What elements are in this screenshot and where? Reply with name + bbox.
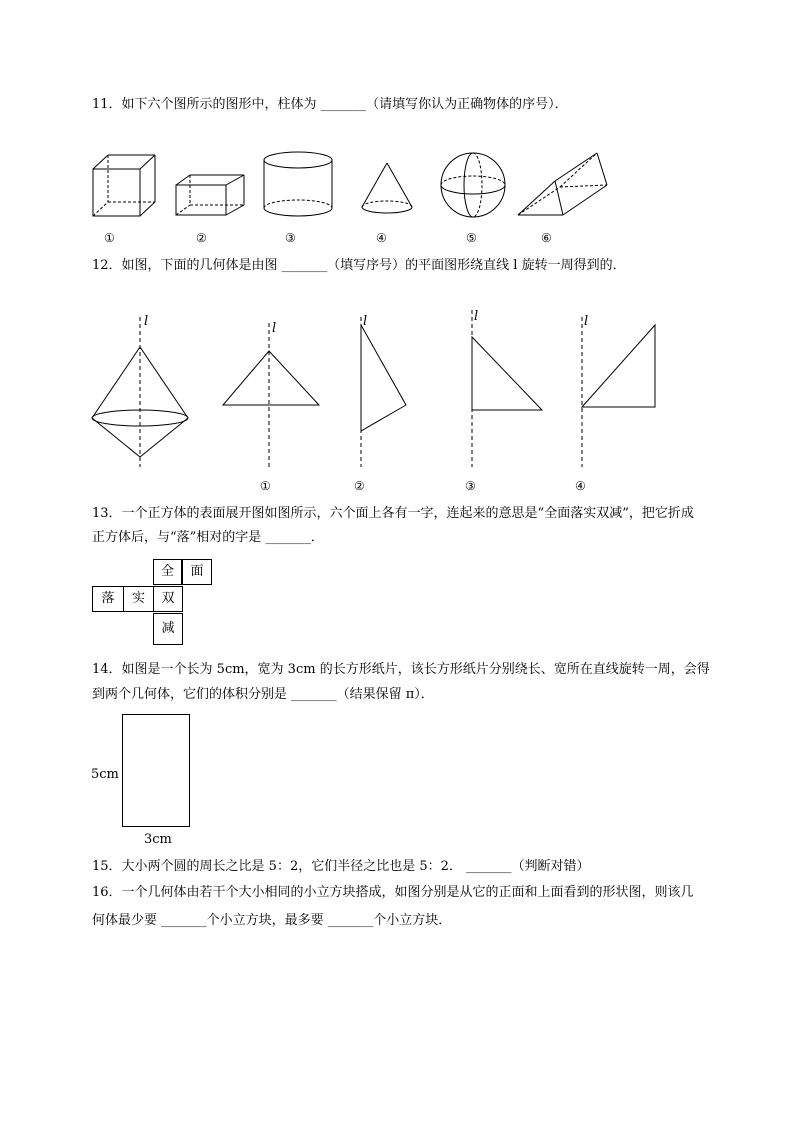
question-14-line-1: 14．如图是一个长为 5cm，宽为 3cm 的长方形纸片，该长方形纸片分别绕长、宽所在直线旋转一周，会得 [92,662,710,677]
question-11-text: 11．如下六个图所示的图形中，柱体为 _______（请填写你认为正确物体的序号）． [92,97,568,112]
axis-label-solid: l [144,314,149,329]
option-label-2: ② [354,479,365,493]
double-cone-solid [92,317,188,467]
question-14-line-2: 到两个几何体，它们的体积分别是 _______（结果保留 π）． [92,687,434,702]
figure-label-3: ③ [285,231,296,245]
rectangle-width-label: 3cm [144,832,172,847]
question-11-figures [80,145,620,250]
question-12-figures [80,305,680,470]
option-2-triangle [361,317,406,467]
cylinder-figure [264,152,332,216]
option-label-1: ① [260,479,271,493]
net-cell-shi: 实 [123,586,154,612]
figure-label-1: ① [104,231,115,245]
question-13-line-1: 13．一个正方体的表面展开图如图所示，六个面上各有一字，连起来的意思是“全面落实双减”，把它折成 [92,506,694,521]
sphere-figure [441,153,505,217]
option-label-3: ③ [465,479,476,493]
option-1-triangle [223,323,319,467]
cuboid-figure [176,175,244,215]
figure-label-2: ② [196,231,207,245]
net-cell-luo: 落 [92,586,124,612]
figure-label-6: ⑥ [541,231,552,245]
cube-figure [93,155,155,216]
triangular-prism-figure [518,153,607,215]
net-cell-quan: 全 [153,559,182,585]
question-16-line-2: 何体最少要 _______个小立方块，最多要 _______个小立方块． [92,913,452,928]
figure-label-4: ④ [376,231,387,245]
axis-label-option-1: l [272,321,277,336]
option-4-triangle [582,317,655,467]
net-cell-jian: 减 [153,613,183,645]
option-3-triangle [472,310,542,467]
option-label-4: ④ [575,479,586,493]
net-cell-mian: 面 [182,559,212,585]
question-16-line-1: 16．一个几何体由若干个大小相同的小立方块搭成，如图分别是从它的正面和上面看到的形状图，则该几 [92,885,694,900]
rectangle-figure [122,714,190,827]
axis-label-option-4: l [584,314,589,329]
question-13-line-2: 正方体后，与“落”相对的字是 _______． [92,530,324,545]
axis-label-option-2: l [363,314,368,329]
net-cell-shuang: 双 [153,586,183,612]
figure-label-5: ⑤ [466,231,477,245]
question-15-text: 15．大小两个圆的周长之比是 5：2，它们半径之比也是 5：2． _______（判断对错） [92,859,590,874]
rectangle-height-label: 5cm [91,767,119,782]
question-12-text: 12．如图，下面的几何体是由图 _______（填写序号）的平面图形绕直线 l 旋转一周得到的． [92,258,626,273]
cone-figure [362,163,412,213]
axis-label-option-3: l [474,309,479,324]
